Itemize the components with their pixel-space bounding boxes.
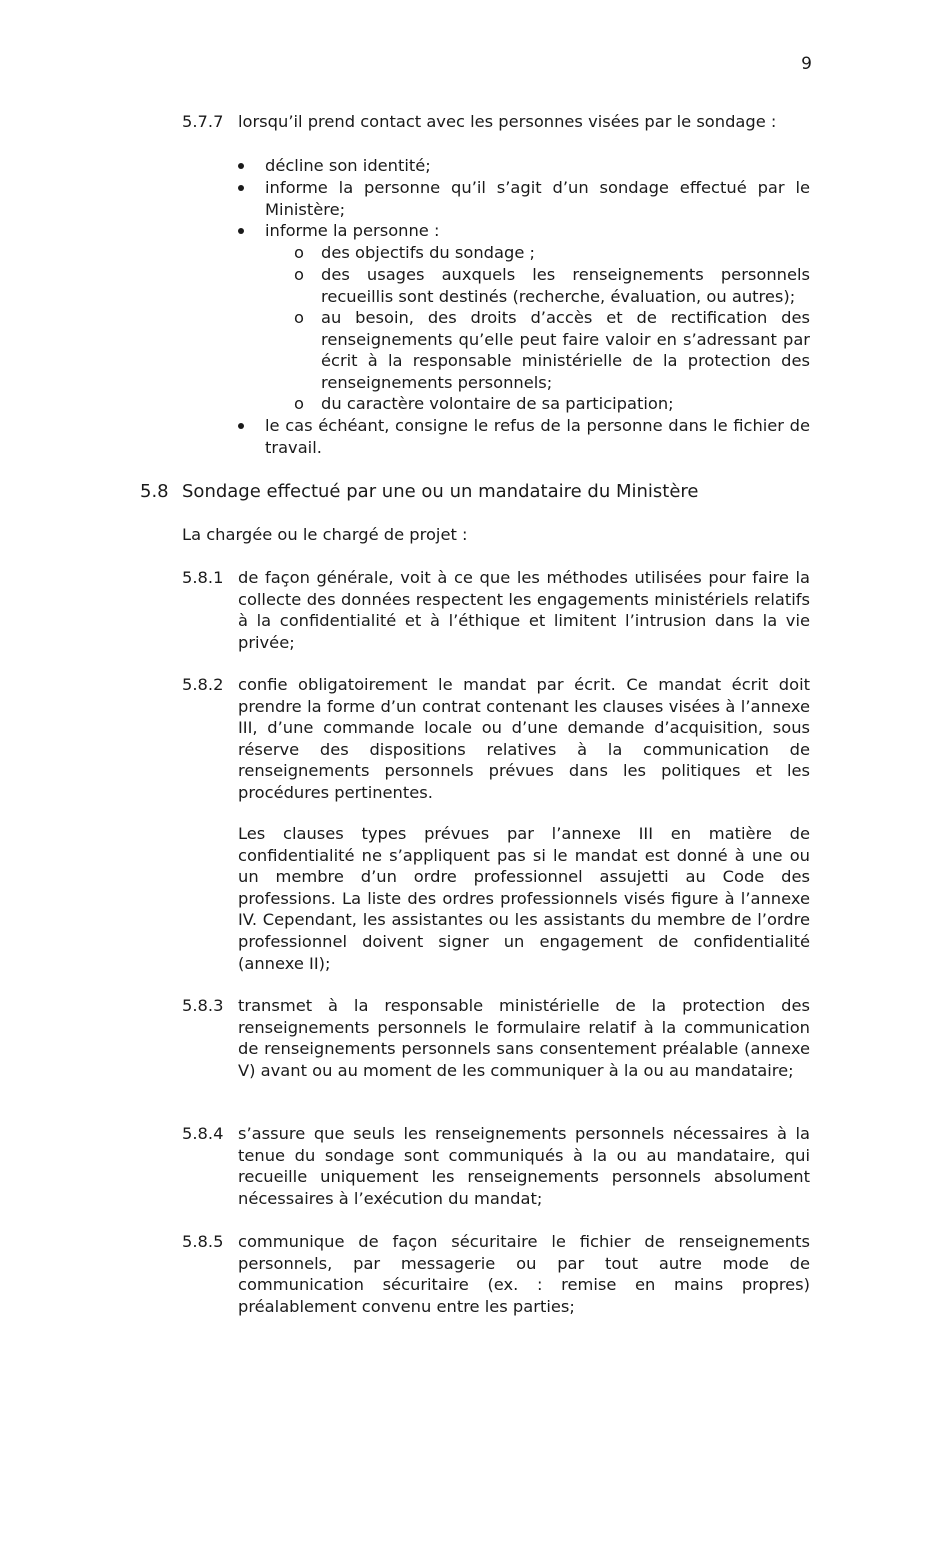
bullet-icon (238, 185, 244, 191)
item-text: lorsqu’il prend contact avec les personnes visées par le sondage : (238, 112, 777, 131)
item-text: de façon générale, voit à ce que les méthodes utilisées pour faire la collecte des données respectent les engagements ministériels relatifs à la confidentialité et à l’éthique et limitent l’intrusion dans la vie privée; (238, 568, 810, 652)
sub-bullet-icon: o (294, 243, 304, 262)
item-text: transmet à la responsable ministérielle de la protection des renseignements personnels le formulaire relatif à la communication de renseignements personnels sans consentement préalable (annexe V) avant ou au moment de les communiquer à la ou au mandataire; (238, 996, 810, 1080)
section-5-8-2 (0, 674, 950, 974)
bullet-item: informe la personne : (265, 221, 440, 240)
section-title: Sondage effectué par une ou un mandataire du Ministère (182, 481, 699, 502)
section-5-8-5 (0, 1231, 950, 1321)
section-5-8-1 (0, 567, 950, 657)
bullet-icon (238, 423, 244, 429)
sub-item: au besoin, des droits d’accès et de rectification des renseignements qu’elle peut faire valoir en s’adressant par écrit à la responsable ministérielle de la protection des renseignements personnels; (321, 308, 810, 392)
item-text: s’assure que seuls les renseignements personnels nécessaires à la tenue du sondage sont communiqués à la ou au mandataire, qui recueille uniquement les renseignements personnels absolument nécessaires à l’exécution du mandat; (238, 1124, 810, 1208)
section-intro: La chargée ou le chargé de projet : (182, 525, 468, 544)
item-number: 5.7.7 (182, 112, 224, 131)
bullet-item: décline son identité; (265, 156, 431, 175)
section-5-8-4 (0, 1123, 950, 1213)
page-number: 9 (801, 54, 812, 74)
bullet-icon (238, 163, 244, 169)
section-heading (140, 480, 699, 504)
item-text: communique de façon sécuritaire le fichier de renseignements personnels, par messagerie ou par tout autre mode de communication sécuritaire (ex. : remise en mains propres) préalablement convenu entre les parties; (238, 1232, 810, 1316)
item-text-continued: Les clauses types prévues par l’annexe III en matière de confidentialité ne s’appliquent pas si le mandat est donné à une ou un membre d’un ordre professionnel assujetti au Code des professions. La liste des ordres professionnels visés figure à l’annexe IV. Cependant, les assistantes ou les assistants du membre de l’ordre professionnel doivent signer un engagement de confidentialité (annexe II); (238, 824, 810, 973)
section-5-8-3 (0, 995, 950, 1105)
item-text: confie obligatoirement le mandat par écrit. Ce mandat écrit doit prendre la forme d’un contrat contenant les clauses visées à l’annexe III, d’une commande locale ou d’une demande d’acquisition, sous réserve des dispositions relatives à la communication de renseignements personnels prévues dans les politiques et les procédures pertinentes. (238, 675, 810, 802)
item-number: 5.8.2 (182, 675, 224, 694)
bullet-item: informe la personne qu’il s’agit d’un sondage effectué par le Ministère; (265, 178, 810, 219)
sub-item: des usages auxquels les renseignements personnels recueillis sont destinés (recherche, évaluation, ou autres); (321, 265, 810, 306)
sub-bullet-icon: o (294, 308, 304, 327)
bullet-icon (238, 228, 244, 234)
section-number: 5.8 (140, 481, 169, 502)
item-number: 5.8.3 (182, 996, 224, 1015)
sub-item: du caractère volontaire de sa participation; (321, 394, 674, 413)
sub-bullet-icon: o (294, 394, 304, 413)
item-number: 5.8.5 (182, 1232, 224, 1251)
bullet-item: le cas échéant, consigne le refus de la personne dans le fichier de travail. (265, 416, 810, 457)
item-number: 5.8.4 (182, 1124, 224, 1143)
section-5-7-7 (0, 111, 950, 471)
sub-bullet-icon: o (294, 265, 304, 284)
sub-item: des objectifs du sondage ; (321, 243, 536, 262)
item-number: 5.8.1 (182, 568, 224, 587)
